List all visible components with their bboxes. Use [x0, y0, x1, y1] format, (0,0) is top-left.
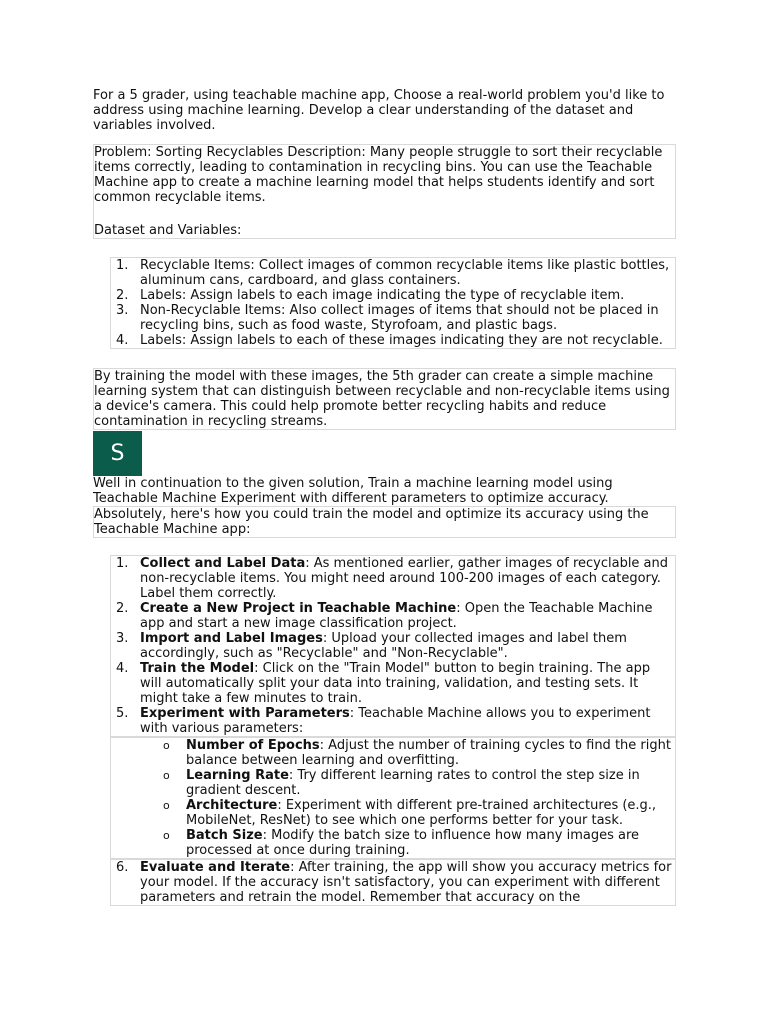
parameter-title: Learning Rate — [186, 768, 289, 783]
document-page — [93, 88, 676, 906]
step-title: Experiment with Parameters — [140, 706, 350, 721]
training-paragraph: By training the model with these images, the 5th grader can create a simple machine learning system that can distinguish between recyclable and non-recyclable items using a device's camera. This could help promote better recycling habits and reduce contamination in recycling streams. — [93, 368, 676, 430]
bullet-icon: o — [163, 829, 170, 842]
list-number: 1. — [116, 258, 129, 273]
list-number: 2. — [116, 601, 129, 616]
parameter-text: : Try different learning rates to control the step size in gradient descent. — [186, 768, 640, 798]
list-item — [111, 828, 675, 858]
step-title: Collect and Label Data — [140, 556, 306, 571]
parameter-title: Batch Size — [186, 828, 263, 843]
dataset-list — [110, 257, 676, 349]
parameter-title: Architecture — [186, 798, 278, 813]
list-item-text: Labels: Assign labels to each image indicating the type of recyclable item. — [140, 288, 625, 303]
list-item — [111, 631, 675, 661]
intro-paragraph: For a 5 grader, using teachable machine app, Choose a real-world problem you'd like to address using machine learning. Develop a clear understanding of the dataset and variables involved. — [93, 88, 665, 133]
list-item — [111, 738, 675, 768]
list-item-text: Labels: Assign labels to each of these images indicating they are not recyclable. — [140, 333, 663, 348]
bullet-icon: o — [163, 799, 170, 812]
list-item — [111, 556, 675, 601]
list-number: 5. — [116, 706, 129, 721]
list-number: 1. — [116, 556, 129, 571]
step-title: Evaluate and Iterate — [140, 860, 291, 875]
user-avatar — [93, 431, 142, 476]
list-item — [111, 798, 675, 828]
problem-paragraph: Problem: Sorting Recyclables Description: Many people struggle to sort their recyclable items correctly, leading to contamination in recycling bins. You can use the Teachable Machine app to create a machine learning model that helps students identify and sort common recyclable items. — [94, 145, 663, 205]
list-number: 3. — [116, 303, 129, 318]
list-item — [111, 706, 675, 736]
step-title: Train the Model — [140, 661, 255, 676]
list-number: 6. — [116, 860, 129, 875]
step-text: : Open the Teachable Machine app and start a new image classification project. — [140, 601, 653, 631]
list-item — [111, 768, 675, 798]
list-item — [111, 303, 675, 333]
list-number: 4. — [116, 661, 129, 676]
list-item — [111, 661, 675, 706]
step-text: : As mentioned earlier, gather images of recyclable and non-recyclable items. You might need around 100-200 images of each category. Label them correctly. — [140, 556, 669, 601]
list-item — [111, 258, 675, 288]
list-number: 3. — [116, 631, 129, 646]
dataset-heading: Dataset and Variables: — [94, 223, 242, 238]
step-title: Create a New Project in Teachable Machine — [140, 601, 457, 616]
step-text: : Upload your collected images and label them accordingly, such as "Recyclable" and "Non-Recyclable". — [140, 631, 627, 661]
avatar-letter: S — [110, 441, 125, 466]
step-title: Import and Label Images — [140, 631, 323, 646]
parameter-text: : Modify the batch size to influence how many images are processed at once during training. — [186, 828, 640, 858]
parameters-list — [110, 737, 676, 859]
bullet-icon: o — [163, 739, 170, 752]
list-item — [111, 333, 675, 348]
steps-list-continued — [110, 859, 676, 906]
parameter-title: Number of Epochs — [186, 738, 320, 753]
list-item-text: Non-Recyclable Items: Also collect images of items that should not be placed in recycling bins, such as food waste, Styrofoam, and plastic bags. — [140, 303, 659, 333]
list-item-text: Recyclable Items: Collect images of common recyclable items like plastic bottles, aluminum cans, cardboard, and glass containers. — [140, 258, 670, 288]
list-number: 4. — [116, 333, 129, 348]
list-item — [111, 288, 675, 303]
problem-block — [93, 144, 676, 239]
bullet-icon: o — [163, 769, 170, 782]
answer-intro: Absolutely, here's how you could train the model and optimize its accuracy using the Teachable Machine app: — [93, 506, 676, 538]
list-number: 2. — [116, 288, 129, 303]
step-text: : Click on the "Train Model" button to begin training. The app will automatically split your data into training, validation, and testing sets. It might take a few minutes to train. — [140, 661, 651, 706]
parameter-text: : Experiment with different pre-trained architectures (e.g., MobileNet, ResNet) to see which one performs better for your task. — [186, 798, 657, 828]
parameter-text: : Adjust the number of training cycles to find the right balance between learning and overfitting. — [186, 738, 671, 768]
step-text: : After training, the app will show you accuracy metrics for your model. If the accuracy isn't satisfactory, you can experiment with different parameters and retrain the model. Remember that accuracy on the — [140, 860, 672, 905]
steps-list — [110, 555, 676, 737]
list-item — [111, 601, 675, 631]
step-text: : Teachable Machine allows you to experiment with various parameters: — [140, 706, 651, 736]
followup-question: Well in continuation to the given solution, Train a machine learning model using Teachable Machine Experiment with different parameters to optimize accuracy. — [93, 476, 613, 506]
list-item — [111, 860, 675, 905]
